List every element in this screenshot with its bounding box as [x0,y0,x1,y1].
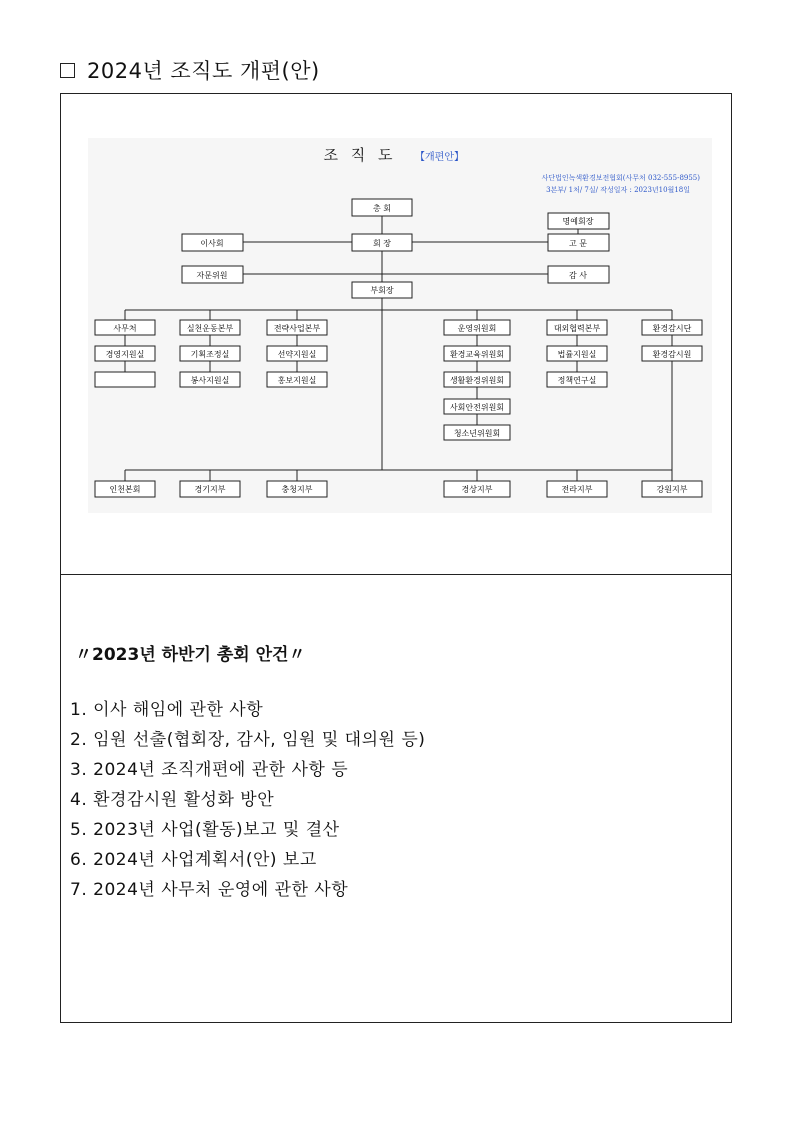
col2-box-1 [180,320,240,335]
org-info-line1: 사단법인녹색환경보전협회(사무처 032-555-8955) [541,174,700,182]
svg-text:환경감시원: 환경감시원 [652,350,692,359]
svg-text:사회안전위원회: 사회안전위원회 [449,403,505,412]
col5-box-1 [547,320,607,335]
svg-text:사무처: 사무처 [113,324,137,333]
col4-box-1 [444,320,510,335]
honorary-box [548,213,609,229]
svg-text:환경감시단: 환경감시단 [652,324,692,333]
col2-box-3 [180,372,240,387]
agenda-item: 5. 2023년 사업(활동)보고 및 결산 [70,820,340,840]
svg-text:충청지부: 충청지부 [281,485,313,494]
svg-text:전략사업본부: 전략사업본부 [273,324,321,333]
col1-box-1 [95,320,155,335]
svg-text:정책연구실: 정책연구실 [557,376,597,385]
svg-text:전라지부: 전라지부 [561,485,593,494]
advisory-box [182,266,243,283]
page-heading [60,55,320,85]
svg-text:운영위원회: 운영위원회 [457,324,497,333]
col3-box-1 [267,320,327,335]
org-title-tag: 【개편안】 [415,152,464,163]
svg-text:경상지부: 경상지부 [461,485,493,494]
agenda-item: 2. 임원 선출(협회장, 감사, 임원 및 대의원 등) [70,730,426,750]
advisory-label: 자문위원 [196,271,228,280]
agenda-item: 7. 2024년 사무처 운영에 관한 사항 [70,880,349,900]
honorary-label: 명예회장 [562,217,594,226]
svg-text:인천본회: 인천본회 [109,485,141,494]
col3-box-2 [267,346,327,361]
svg-text:봉사지원실: 봉사지원실 [190,376,230,385]
col1-box-2 [95,346,155,361]
svg-text:경영지원실: 경영지원실 [105,350,145,359]
assembly-box [352,199,412,216]
section-divider [60,574,732,575]
board-box [182,234,243,251]
svg-text:선약지원실: 선약지원실 [277,350,317,359]
svg-text:강원지부: 강원지부 [656,485,688,494]
branch-box-5 [547,481,607,497]
branch-box-2 [180,481,240,497]
col4-box-2 [444,346,510,361]
heading-text: 2024년 조직도 개편(안) [87,59,320,83]
president-box [352,234,412,251]
agenda-list [70,695,425,905]
agenda-item: 6. 2024년 사업계획서(안) 보고 [70,850,317,870]
org-chart-svg [80,130,720,520]
svg-text:기획조정실: 기획조정실 [190,350,230,359]
svg-text:환경교육위원회: 환경교육위원회 [449,350,505,359]
vice-box [352,282,412,298]
svg-text:대외협력본부: 대외협력본부 [553,324,601,333]
counselor-label: 고 문 [569,239,587,248]
org-info-line2: 3본부/ 1처/ 7실/ 작성일자 : 2023년10월18일 [546,186,690,194]
agenda-item: 4. 환경감시원 활성화 방안 [70,790,275,810]
svg-text:경기지부: 경기지부 [194,485,226,494]
col1-box-3 [95,372,155,387]
vice-label: 부회장 [370,286,394,295]
col6-box-2 [642,346,702,361]
col4-box-4 [444,399,510,414]
counselor-box [548,234,609,251]
svg-text:홍보지원실: 홍보지원실 [277,376,317,385]
col4-box-3 [444,372,510,387]
auditor-label: 감 사 [569,271,587,280]
branch-box-1 [95,481,155,497]
col5-box-2 [547,346,607,361]
col5-box-3 [547,372,607,387]
branch-box-4 [444,481,510,497]
assembly-label: 총 회 [373,204,391,213]
org-title: 조 직 도 [323,146,397,164]
col2-box-2 [180,346,240,361]
president-label: 회 장 [373,239,391,248]
svg-text:법률지원실: 법률지원실 [557,350,597,359]
svg-text:청소년위원회: 청소년위원회 [453,429,501,438]
agenda-item: 1. 이사 해임에 관한 사항 [70,700,264,720]
branch-box-3 [267,481,327,497]
branch-box-6 [642,481,702,497]
svg-text:실천운동본부: 실천운동본부 [186,324,234,333]
agenda-item: 3. 2024년 조직개편에 관한 사항 등 [70,760,349,780]
agenda-title: 〃2023년 하반기 총회 안건〃 [75,645,306,665]
org-chart [80,130,720,520]
col6-box-1 [642,320,702,335]
auditor-box [548,266,609,283]
svg-text:생활환경위원회: 생활환경위원회 [449,376,505,385]
col3-box-3 [267,372,327,387]
col4-box-5 [444,425,510,440]
board-label: 이사회 [200,239,224,248]
checkbox-square-icon [60,63,75,78]
